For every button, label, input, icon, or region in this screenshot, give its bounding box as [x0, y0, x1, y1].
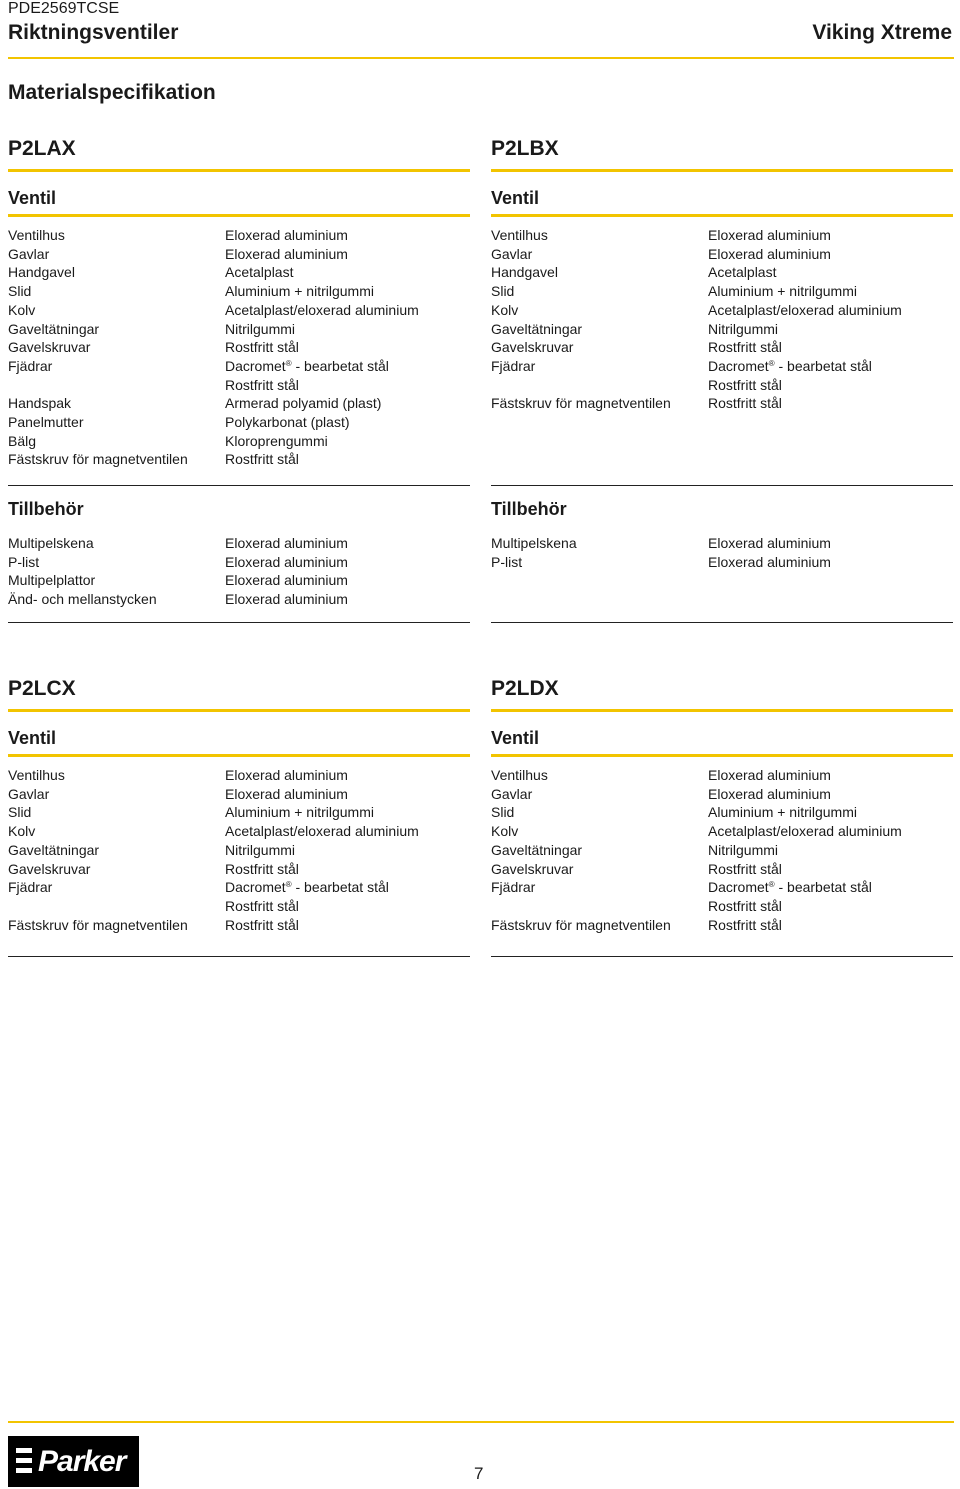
material-text: Aluminium + nitrilgummi [225, 804, 374, 821]
material-text: Rostfritt stål [225, 916, 299, 933]
table-row [491, 357, 953, 376]
material-text: Acetalplast [225, 264, 294, 281]
material-value [708, 534, 953, 553]
ventil-heading: Ventil [8, 728, 57, 748]
component-name: Kolv [491, 823, 519, 840]
model-divider [491, 169, 953, 172]
component-name: Fjädrar [8, 357, 53, 374]
component-name [491, 376, 708, 395]
logo-wordmark: Parker [38, 1445, 126, 1478]
component-name: Multipelplattor [8, 572, 96, 589]
section-end-divider [8, 622, 470, 623]
document-title: Riktningsventiler [8, 21, 179, 44]
table-row [491, 394, 953, 413]
material-value [225, 860, 470, 879]
component-name: Handgavel [8, 264, 75, 281]
material-text: Dacromet [225, 879, 286, 896]
tillbehor-heading: Tillbehör [8, 499, 84, 519]
material-text-suffix: - bearbetat stål [291, 879, 389, 896]
table-row [491, 301, 953, 320]
material-text: Acetalplast/eloxerad aluminium [708, 823, 902, 840]
model-title: P2LDX [491, 677, 559, 700]
component-name: Fästskruv för magnetventilen [8, 916, 188, 933]
material-text: Acetalplast/eloxerad aluminium [708, 301, 902, 318]
material-value [225, 590, 470, 609]
material-text: Nitrilgummi [708, 841, 778, 858]
component-name: Handspak [8, 395, 72, 412]
material-text: Aluminium + nitrilgummi [708, 283, 857, 300]
table-row [8, 553, 470, 572]
table-row [8, 301, 470, 320]
parker-logo [8, 1436, 139, 1487]
table-row [8, 263, 470, 282]
material-text: Armerad polyamid (plast) [225, 395, 382, 412]
header-divider [8, 57, 954, 59]
component-name [8, 897, 225, 916]
material-value [708, 878, 953, 897]
material-value [225, 263, 470, 282]
section-end-divider [491, 956, 953, 957]
table-row [8, 450, 470, 469]
component-name [8, 376, 225, 395]
material-value [225, 450, 470, 469]
registered-mark: ® [768, 880, 775, 890]
ventil-divider [8, 754, 470, 757]
component-name: Slid [491, 283, 515, 300]
material-value [225, 338, 470, 357]
material-value [225, 553, 470, 572]
registered-mark: ® [768, 358, 775, 368]
material-text-suffix: - bearbetat stål [774, 879, 872, 896]
component-name: Fästskruv för magnetventilen [491, 916, 671, 933]
table-row [8, 803, 470, 822]
component-name: Gavlar [8, 245, 50, 262]
material-text: Eloxerad aluminium [708, 785, 831, 802]
component-name: Gavelskruvar [8, 860, 91, 877]
component-name [491, 897, 708, 916]
model-title: P2LCX [8, 677, 76, 700]
table-row [8, 860, 470, 879]
material-text: Rostfritt stål [225, 860, 299, 877]
page-heading: Materialspecifikation [8, 81, 216, 104]
ventil-table [491, 766, 953, 934]
material-value [225, 394, 470, 413]
material-value [225, 878, 470, 897]
material-value [708, 897, 953, 916]
panel-p2lcx [8, 676, 470, 934]
material-text: Eloxerad aluminium [708, 227, 831, 243]
ventil-table [8, 766, 470, 934]
material-value [708, 282, 953, 301]
document-code: PDE2569TCSE [8, 0, 120, 17]
component-name: Gavelskruvar [491, 860, 574, 877]
product-brand: Viking Xtreme [812, 21, 952, 44]
component-name: Multipelskena [8, 535, 94, 551]
tillbehor-table [8, 534, 470, 609]
component-name: Kolv [491, 301, 519, 318]
material-text: Eloxerad aluminium [708, 553, 831, 570]
component-name: Bälg [8, 432, 37, 449]
material-text: Eloxerad aluminium [225, 227, 348, 243]
model-divider [8, 709, 470, 712]
component-name: Fjädrar [491, 879, 536, 896]
material-text: Acetalplast [708, 264, 777, 281]
material-text-suffix: - bearbetat stål [774, 357, 872, 374]
ventil-table [8, 226, 470, 469]
table-row [8, 357, 470, 376]
material-text: Nitrilgummi [708, 320, 778, 337]
ventil-heading: Ventil [8, 188, 57, 208]
component-name: Gavlar [491, 785, 533, 802]
material-value [225, 432, 470, 451]
table-row [8, 571, 470, 590]
component-name: Slid [8, 804, 32, 821]
component-name: Multipelskena [491, 535, 577, 551]
component-name: Änd- och mellanstycken [8, 591, 157, 608]
material-value [708, 860, 953, 879]
page-number: 7 [474, 1464, 484, 1483]
table-row [8, 841, 470, 860]
ventil-table [491, 226, 953, 413]
material-value [225, 320, 470, 339]
material-value [708, 320, 953, 339]
material-text: Rostfritt stål [708, 916, 782, 933]
material-text: Rostfritt stål [225, 897, 299, 914]
ventil-divider [491, 214, 953, 217]
material-value [225, 245, 470, 264]
material-text: Acetalplast/eloxerad aluminium [225, 301, 419, 318]
material-value [708, 357, 953, 376]
material-text: Dacromet [708, 879, 769, 896]
table-row [491, 553, 953, 572]
material-value [225, 357, 470, 376]
material-value [708, 841, 953, 860]
table-row [8, 534, 470, 553]
component-name: Ventilhus [8, 227, 65, 243]
material-value [708, 226, 953, 245]
model-title: P2LAX [8, 137, 76, 160]
component-name: Ventilhus [491, 767, 548, 783]
ventil-divider [491, 754, 953, 757]
model-divider [491, 709, 953, 712]
material-value [708, 822, 953, 841]
table-row [491, 841, 953, 860]
material-value [708, 338, 953, 357]
material-value [225, 803, 470, 822]
table-row [8, 432, 470, 451]
component-name: Fjädrar [491, 357, 536, 374]
component-name: Gavelskruvar [8, 339, 91, 356]
component-name: P-list [8, 553, 40, 570]
section-end-divider [491, 622, 953, 623]
table-row [491, 245, 953, 264]
registered-mark: ® [285, 358, 292, 368]
component-name: Gavelskruvar [491, 339, 574, 356]
material-text: Rostfritt stål [708, 395, 782, 412]
material-value [225, 282, 470, 301]
table-row [491, 263, 953, 282]
material-text: Nitrilgummi [225, 320, 295, 337]
component-name: Gavlar [8, 785, 50, 802]
material-value [225, 571, 470, 590]
ventil-heading: Ventil [491, 188, 540, 208]
material-value [708, 916, 953, 935]
material-text: Eloxerad aluminium [225, 591, 348, 608]
material-text: Nitrilgummi [225, 841, 295, 858]
registered-mark: ® [285, 880, 292, 890]
material-value [225, 376, 470, 395]
table-row [491, 916, 953, 935]
table-row [491, 878, 953, 897]
material-value [708, 263, 953, 282]
material-text: Dacromet [708, 357, 769, 374]
table-row [8, 338, 470, 357]
material-text: Rostfritt stål [225, 339, 299, 356]
material-text: Kloroprengummi [225, 432, 328, 449]
component-name: Slid [491, 804, 515, 821]
ventil-divider [8, 214, 470, 217]
component-name: Slid [8, 283, 32, 300]
material-text: Rostfritt stål [708, 897, 782, 914]
material-text: Rostfritt stål [708, 376, 782, 393]
table-row [8, 282, 470, 301]
material-text: Rostfritt stål [708, 860, 782, 877]
table-row [8, 822, 470, 841]
table-row [491, 320, 953, 339]
table-row [491, 897, 953, 916]
material-text: Eloxerad aluminium [225, 535, 348, 551]
component-name: Fästskruv för magnetventilen [8, 451, 188, 468]
tillbehor-heading: Tillbehör [491, 499, 567, 519]
footer-divider [8, 1421, 954, 1423]
material-text: Acetalplast/eloxerad aluminium [225, 823, 419, 840]
table-row [491, 785, 953, 804]
material-text: Rostfritt stål [708, 339, 782, 356]
material-text: Dacromet [225, 357, 286, 374]
table-row [8, 394, 470, 413]
material-text: Aluminium + nitrilgummi [708, 804, 857, 821]
material-value [708, 301, 953, 320]
table-row [491, 803, 953, 822]
material-value [225, 226, 470, 245]
component-name: Gaveltätningar [8, 841, 100, 858]
table-row [491, 822, 953, 841]
component-name: Gaveltätningar [491, 320, 583, 337]
material-value [708, 245, 953, 264]
material-text: Rostfritt stål [225, 376, 299, 393]
section-divider [8, 485, 470, 486]
material-value [708, 376, 953, 395]
table-row [491, 534, 953, 553]
table-row [8, 245, 470, 264]
table-row [8, 320, 470, 339]
material-value [708, 785, 953, 804]
material-text: Eloxerad aluminium [708, 535, 831, 551]
table-row [8, 413, 470, 432]
material-value [225, 534, 470, 553]
component-name: Gaveltätningar [8, 320, 100, 337]
material-value [708, 394, 953, 413]
component-name: Fjädrar [8, 879, 53, 896]
material-value [225, 916, 470, 935]
component-name: Kolv [8, 823, 36, 840]
material-value [225, 766, 470, 785]
table-row [8, 878, 470, 897]
table-row [491, 860, 953, 879]
table-row [8, 897, 470, 916]
material-text: Eloxerad aluminium [225, 572, 348, 589]
section-end-divider [8, 956, 470, 957]
material-text: Eloxerad aluminium [225, 785, 348, 802]
material-value [225, 785, 470, 804]
material-value [225, 301, 470, 320]
section-divider [491, 485, 953, 486]
component-name: Ventilhus [8, 767, 65, 783]
material-value [708, 553, 953, 572]
material-text: Eloxerad aluminium [708, 245, 831, 262]
material-value [708, 803, 953, 822]
material-text: Rostfritt stål [225, 451, 299, 468]
table-row [8, 590, 470, 609]
table-row [491, 282, 953, 301]
table-row [491, 338, 953, 357]
component-name: P-list [491, 553, 523, 570]
model-title: P2LBX [491, 137, 559, 160]
tillbehor-table [491, 534, 953, 571]
table-row [8, 766, 470, 785]
material-value [225, 897, 470, 916]
material-value [708, 766, 953, 785]
component-name: Panelmutter [8, 414, 84, 431]
material-text: Aluminium + nitrilgummi [225, 283, 374, 300]
model-divider [8, 169, 470, 172]
component-name: Handgavel [491, 264, 558, 281]
table-row [8, 916, 470, 935]
material-value [225, 841, 470, 860]
table-row [491, 376, 953, 395]
table-row [491, 226, 953, 245]
material-text-suffix: - bearbetat stål [291, 357, 389, 374]
material-text: Eloxerad aluminium [225, 767, 348, 783]
material-text: Eloxerad aluminium [708, 767, 831, 783]
material-value [225, 413, 470, 432]
table-row [8, 376, 470, 395]
material-text: Eloxerad aluminium [225, 245, 348, 262]
component-name: Gaveltätningar [491, 841, 583, 858]
material-text: Polykarbonat (plast) [225, 414, 350, 431]
material-value [225, 822, 470, 841]
material-text: Eloxerad aluminium [225, 553, 348, 570]
table-row [8, 785, 470, 804]
panel-p2ldx [491, 676, 953, 934]
component-name: Ventilhus [491, 227, 548, 243]
component-name: Kolv [8, 301, 36, 318]
table-row [491, 766, 953, 785]
component-name: Gavlar [491, 245, 533, 262]
panel-p2lax [8, 136, 470, 608]
component-name: Fästskruv för magnetventilen [491, 395, 671, 412]
table-row [8, 226, 470, 245]
panel-p2lbx [491, 136, 953, 570]
ventil-heading: Ventil [491, 728, 540, 748]
